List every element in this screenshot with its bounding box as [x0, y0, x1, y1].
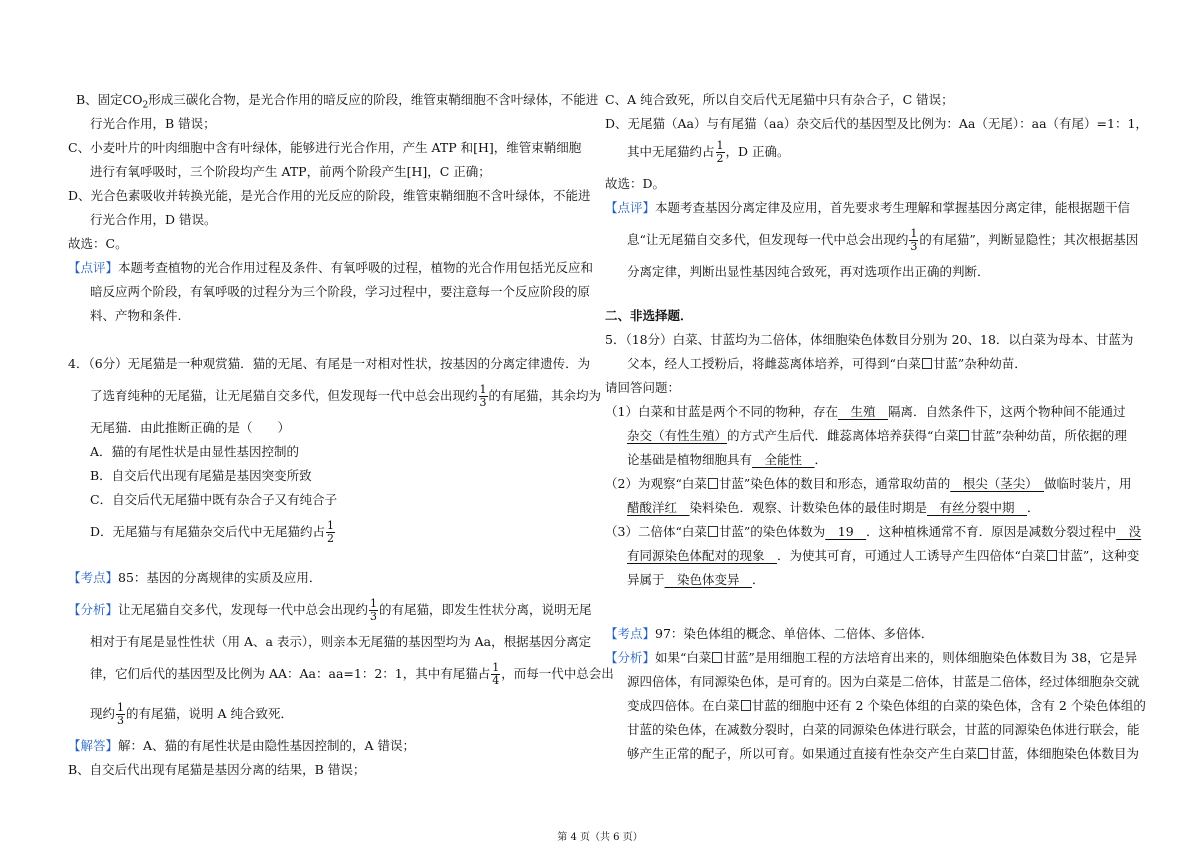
answer-choice: 故选：C。: [68, 236, 128, 251]
text-run: ．: [752, 572, 765, 587]
left-column: [68, 88, 614, 782]
text-run: 的有尾猫，即发生性状分离，说明无尾: [379, 602, 592, 617]
subquestion-1: [605, 448, 1135, 472]
kaodian-line: [68, 566, 603, 590]
subquestion-3: [605, 544, 1140, 568]
text-run: 甘蓝”杂种幼苗，所依据的理: [970, 428, 1127, 443]
text-run: 律，它们后代的基因型及比例为 AA：Aa：aa=1：2：1，其中有尾猫占: [90, 666, 491, 681]
text-run: （3）二倍体“白菜: [605, 524, 707, 539]
option-b: B．自交后代出现有尾猫是基因突变所致: [90, 468, 312, 483]
text-run: 隔离．自然条件下，这两个物种间不能通过: [887, 404, 1126, 419]
text-run: 变成四倍体。在白菜: [627, 698, 740, 713]
text-run: 甘蓝”是用细胞工程的方法培育出来的，则体细胞染色体数目为 38，它是异: [723, 650, 1138, 665]
text-run: 的有尾猫”，判断显隐性；其次根据基因: [919, 232, 1139, 247]
text-run: 息“让无尾猫自交多代，但发现每一代中总会出现约: [627, 232, 909, 247]
option-c: C．自交后代无尾猫中既有杂合子又有纯合子: [90, 492, 338, 507]
subquestion-1: [605, 400, 1135, 424]
text-run: 甘蓝”杂种幼苗．: [932, 356, 1027, 371]
comment-line: [605, 220, 1139, 260]
text-run: 够产生正常的配子，所以可育。如果通过直接有性杂交产生白菜: [627, 746, 978, 761]
comment-line: 暗反应两个阶段，有氧呼吸的过程分为三个阶段，学习过程中，要注意每一个反应阶段的原: [90, 284, 591, 299]
answer-blank: 杂交（有性生殖）: [627, 428, 728, 443]
comment-tag: 【点评】: [605, 200, 656, 215]
subquestion-2: [605, 472, 1135, 496]
text-run: 解：A、猫的有尾性状是由隐性基因控制的，A 错误；: [118, 738, 416, 753]
text-run: 其中无尾猫约占: [627, 144, 715, 159]
fraction: $\frac{1}{2}$: [716, 139, 724, 165]
kaodian-tag: 【考点】: [605, 626, 656, 641]
answer-blank: 生殖: [837, 404, 888, 419]
answer-line: C、小麦叶片的叶肉细胞中含有叶绿体，能够进行光合作用，产生 ATP 和[H]，维管束鞘细胞: [68, 140, 582, 155]
subscript: 2: [142, 100, 149, 111]
analysis-line: [605, 646, 1138, 670]
text-run: 形成三碳化合物，是光合作用的暗反应的阶段，维管束鞘细胞不含叶绿体，不能进: [148, 92, 599, 107]
analysis-line: [68, 694, 603, 734]
missing-glyph-box: [922, 358, 932, 369]
answer-blank: 染色体变异: [664, 572, 753, 587]
text-run: 甘蓝”的染色体数为: [718, 524, 826, 539]
text-run: 97：染色体组的概念、单倍体、二倍体、多倍体．: [655, 626, 934, 641]
text-run: （2）为观察“白菜: [605, 476, 707, 491]
kaodian-line: [605, 622, 1135, 646]
missing-glyph-box: [959, 430, 969, 441]
text-run: ，而每一代中总会出: [501, 666, 614, 681]
page-footer: 第 4 页（共 6 页）: [557, 832, 643, 843]
text-run: 做临时装片，用: [1044, 476, 1132, 491]
question-4-line: 4．（6分）无尾猫是一种观赏猫．猫的无尾、有尾是一对相对性状，按基因的分离定律遗传．为: [68, 356, 591, 371]
text-run: ．这种植株通常不育．原因是减数分裂过程中: [866, 524, 1117, 539]
text-run: 甘蓝”，这种变: [1057, 548, 1140, 563]
text-run: 现约: [90, 706, 116, 721]
answer-blank: 醋酸洋红: [627, 500, 690, 515]
fraction: $\frac{1}{3}$: [117, 701, 125, 727]
text-run: 本题考查植物的光合作用过程及条件、有氧呼吸的过程，植物的光合作用包括光反应和: [118, 260, 594, 275]
analysis-line: [68, 654, 614, 694]
text-run: 本题考查基因分离定律及应用，首先要求考生理解和掌握基因分离定律，能根据题干信: [655, 200, 1131, 215]
analysis-line: 甘蓝的染色体，在减数分裂时，白菜的同源染色体进行联会，甘蓝的同源染色体进行联会，能: [627, 722, 1140, 737]
solution-tag: 【解答】: [68, 738, 119, 753]
comment-line: 分离定律，判断出显性基因纯合致死，再对选项作出正确的判断．: [627, 264, 990, 279]
text-run: 的有尾猫，其余均为: [488, 388, 602, 403]
answer-line: [68, 88, 603, 112]
text-run: 的有尾猫，说明 A 纯合致死．: [126, 706, 293, 721]
answer-blank: 没: [1116, 524, 1142, 539]
answer-line: C、A 纯合致死，所以自交后代无尾猫中只有杂合子，C 错误；: [605, 92, 954, 107]
fraction: $\frac{1}{2}$: [327, 519, 335, 545]
fraction: $\frac{1}{4}$: [492, 661, 500, 687]
analysis-tag: 【分析】: [68, 602, 119, 617]
answer-line: 行光合作用，B 错误；: [90, 116, 216, 131]
text-run: B、固定CO: [76, 92, 143, 107]
analysis-tag: 【分析】: [605, 650, 656, 665]
text-run: 了选育纯种的无尾猫，让无尾猫自交多代，但发现每一代中总会出现约: [90, 388, 478, 403]
question-4-line: 无尾猫．由此推断正确的是（ ）: [90, 420, 291, 435]
missing-glyph-box: [978, 748, 988, 759]
text-run: ．: [1027, 500, 1040, 515]
fraction: $\frac{1}{3}$: [479, 383, 487, 409]
text-run: 父本，经人工授粉后，将雌蕊离体培养，可得到“白菜: [627, 356, 921, 371]
answer-line: [605, 132, 1135, 172]
answer-line: 进行有氧呼吸时，三个阶段均产生 ATP，前两个阶段产生[H]，C 正确；: [90, 164, 491, 179]
text-run: ，D 正确。: [725, 144, 790, 159]
solution-line: [68, 734, 603, 758]
text-run: 异属于: [627, 572, 665, 587]
comment-line: [605, 196, 1135, 220]
missing-glyph-box: [1047, 550, 1057, 561]
option-a: A．猫的有尾性状是由显性基因控制的: [90, 444, 300, 459]
text-run: （1）白菜和甘蓝是两个不同的物种，存在: [605, 404, 838, 419]
answer-line: D、光合色素吸收并转换光能，是光合作用的光反应的阶段，维管束鞘细胞不含叶绿体，不能进: [68, 188, 591, 203]
right-column: [605, 88, 1148, 766]
text-run: 甘蓝，体细胞染色体数目为: [989, 746, 1140, 761]
solution-line: B、自交后代出现有尾猫是基因分离的结果，B 错误；: [68, 762, 366, 777]
text-run: 的方式产生后代．雌蕊离体培养获得“白菜: [727, 428, 959, 443]
text-run: 让无尾猫自交多代，发现每一代中总会出现约: [118, 602, 369, 617]
section-heading: 二、非选择题．: [605, 308, 693, 323]
fraction: $\frac{1}{3}$: [910, 227, 918, 253]
subquestion-3: [605, 568, 1135, 592]
missing-glyph-box: [741, 700, 751, 711]
text-run: 论基础是植物细胞具有: [627, 452, 753, 467]
analysis-line: 相对于有尾是显性性状（用 A、a 表示），则亲本无尾猫的基因型均为 Aa，根据基因分离定: [90, 634, 592, 649]
answer-blank: 根尖（茎尖）: [950, 476, 1045, 491]
analysis-line: [605, 694, 1146, 718]
answer-blank: 19: [825, 524, 867, 539]
text-run: ．为使其可育，可通过人工诱导产生四倍体“白菜: [777, 548, 1046, 563]
analysis-line: [68, 590, 603, 630]
text-run: ．: [814, 452, 828, 467]
answer-blank: 全能性: [752, 452, 815, 467]
answer-blank: 有同源染色体配对的现象: [627, 548, 778, 563]
comment-line: 料、产物和条件.: [90, 308, 182, 323]
text-run: 甘蓝”染色体的数目和形态，通常取幼苗的: [718, 476, 951, 491]
subquestion-3: [605, 520, 1142, 544]
analysis-line: 源四倍体，有同源染色体，是可育的。因为白菜是二倍体，甘蓝是二倍体，经过体细胞杂交就: [627, 674, 1140, 689]
missing-glyph-box: [712, 652, 722, 663]
comment-tag: 【点评】: [68, 260, 119, 275]
analysis-line: [605, 742, 1140, 766]
answer-choice: 故选：D。: [605, 176, 666, 191]
question-5-line: 请回答问题：: [605, 380, 681, 395]
comment-line: [68, 256, 603, 280]
answer-blank: 有丝分裂中期: [927, 500, 1028, 515]
answer-line: D、无尾猫（Aa）与有尾猫（aa）杂交后代的基因型及比例为：Aa（无尾）：aa（有尾）=1：1，: [605, 116, 1148, 131]
answer-line: 行光合作用，D 错误。: [90, 212, 217, 227]
missing-glyph-box: [708, 478, 718, 489]
text-run: 甘蓝的细胞中还有 2 个染色体组的白菜的染色体，含有 2 个染色体组的: [751, 698, 1146, 713]
text-run: 85：基因的分离规律的实质及应用．: [118, 570, 322, 585]
option-d: [68, 512, 603, 552]
subquestion-1: [605, 424, 1135, 448]
text-run: 染料染色．观察、计数染色体的最佳时期是: [689, 500, 928, 515]
question-4-line: [68, 376, 603, 416]
kaodian-tag: 【考点】: [68, 570, 119, 585]
question-5-line: [605, 352, 1135, 376]
fraction: $\frac{1}{3}$: [370, 597, 378, 623]
missing-glyph-box: [708, 526, 718, 537]
subquestion-2: [605, 496, 1135, 520]
text-run: D．无尾猫与有尾猫杂交后代中无尾猫约占: [90, 524, 326, 539]
text-run: 如果“白菜: [655, 650, 712, 665]
question-5-line: 5．（18分）白菜、甘蓝均为二倍体，体细胞染色体数目分别为 20、18．以白菜为母本、甘蓝为: [605, 332, 1134, 347]
